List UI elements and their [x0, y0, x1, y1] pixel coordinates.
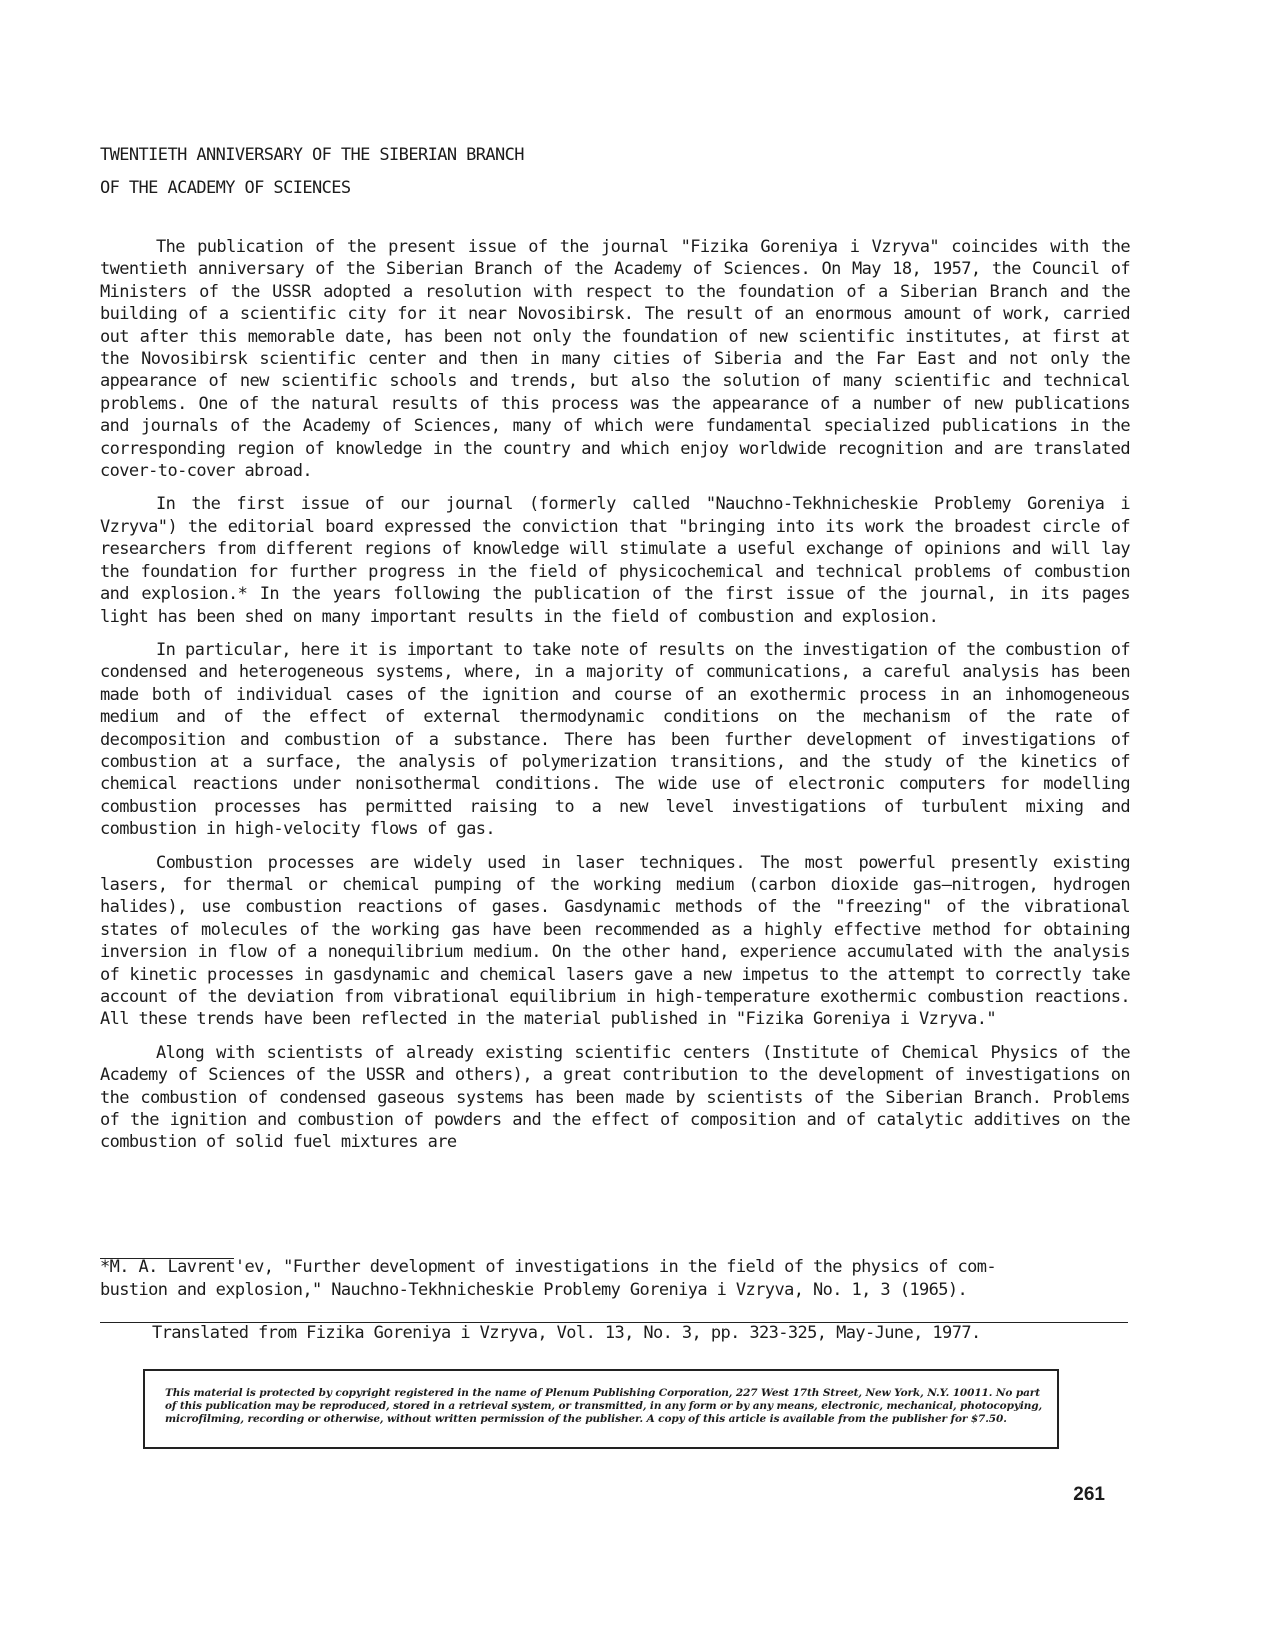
- article-title: [100, 139, 524, 205]
- title-line-1: TWENTIETH ANNIVERSARY OF THE SIBERIAN BRANCH: [100, 145, 524, 165]
- paragraph-2: In the first issue of our journal (formerly called "Nauchno-Tekhnicheskie Problemy Goreniya i Vzryva") the editorial board expressed the conviction that "bringing into its work the broadest circle of researchers from different regions of knowledge will stimulate a useful exchange of opinions and will lay the foundation for further progress in the field of physicochemical and technical problems of combustion and explosion.* In the years following the publication of the first issue of the journal, in its pages light has been shed on many important results in the field of combustion and explosion.: [100, 494, 1130, 627]
- copyright-notice: This material is protected by copyright registered in the name of Plenum Publishing Corporation, 227 West 17th Street, New York, N.Y. 10011. No part of this publication may be reproduced, stored in a retrieval system, or transmitted, in any form or by any means, electronic, mechanical, photocopying, microfilming, recording or otherwise, without written permission of the publisher. A copy of this article is available from the publisher for $7.50.: [165, 1387, 1043, 1425]
- paragraph-4: Combustion processes are widely used in laser techniques. The most powerful presently existing lasers, for thermal or chemical pumping of the working medium (carbon dioxide gas—nitrogen, hydrogen halides), use combustion reactions of gases. Gasdynamic methods of the "freezing" of the vibrational states of molecules of the working gas have been recommended as a highly effective method for obtaining inversion in flow of a nonequilibrium medium. On the other hand, experience accumulated with the analysis of kinetic processes in gasdynamic and chemical lasers gave a new impetus to the attempt to correctly take account of the deviation from vibrational equilibrium in high-temperature exothermic combustion reactions. All these trends have been reflected in the material published in "Fizika Goreniya i Vzryva.": [100, 852, 1130, 1030]
- copyright-box: [143, 1369, 1059, 1449]
- title-line-2: OF THE ACADEMY OF SCIENCES: [100, 178, 351, 198]
- footnote-line-1: *M. A. Lavrent'ev, "Further development of investigations in the field of the physics of com-: [100, 1257, 997, 1277]
- paragraph-5: Along with scientists of already existing scientific centers (Institute of Chemical Physics of the Academy of Sciences of the USSR and others), a great contribution to the development of investigations on the combustion of condensed gaseous systems has been made by scientists of the Siberian Branch. Problems of the ignition and combustion of powders and the effect of composition and of catalytic additives on the combustion of solid fuel mixtures are: [100, 1042, 1130, 1153]
- page-number: 261: [1073, 1484, 1105, 1505]
- paragraph-3: In particular, here it is important to take note of results on the investigation of the combustion of condensed and heterogeneous systems, where, in a majority of communications, a careful analysis has been made both of individual cases of the ignition and course of an exothermic process in an inhomogeneous medium and of the effect of external thermodynamic conditions on the mechanism of the rate of decomposition and combustion of a substance. There has been further development of investigations of combustion at a surface, the analysis of polymerization transitions, and the study of the kinetics of chemical reactions under nonisothermal conditions. The wide use of electronic computers for modelling combustion processes has permitted raising to a new level investigations of turbulent mixing and combustion in high-velocity flows of gas.: [100, 639, 1130, 840]
- paragraph-1: The publication of the present issue of the journal "Fizika Goreniya i Vzryva" coincides with the twentieth anniversary of the Siberian Branch of the Academy of Sciences. On May 18, 1957, the Council of Ministers of the USSR adopted a resolution with respect to the foundation of a Siberian Branch and the building of a scientific city for it near Novosibirsk. The result of an enormous amount of work, carried out after this memorable date, has been not only the foundation of new scientific institutes, at first at the Novosibirsk scientific center and then in many cities of Siberia and the Far East and not only the appearance of new scientific schools and trends, but also the solution of many scientific and technical problems. One of the natural results of this process was the appearance of a number of new publications and journals of the Academy of Sciences, many of which were fundamental specialized publications in the corresponding region of knowledge in the country and which enjoy worldwide recognition and are translated cover-to-cover abroad.: [100, 237, 1130, 482]
- footnote: [100, 1256, 1130, 1301]
- translation-source: Translated from Fizika Goreniya i Vzryva, Vol. 13, No. 3, pp. 323-325, May-June, 1977.: [152, 1323, 981, 1343]
- article-body: [100, 236, 1130, 1165]
- footnote-line-2: bustion and explosion," Nauchno-Tekhnicheskie Problemy Goreniya i Vzryva, No. 1, 3 (1965).: [100, 1279, 968, 1300]
